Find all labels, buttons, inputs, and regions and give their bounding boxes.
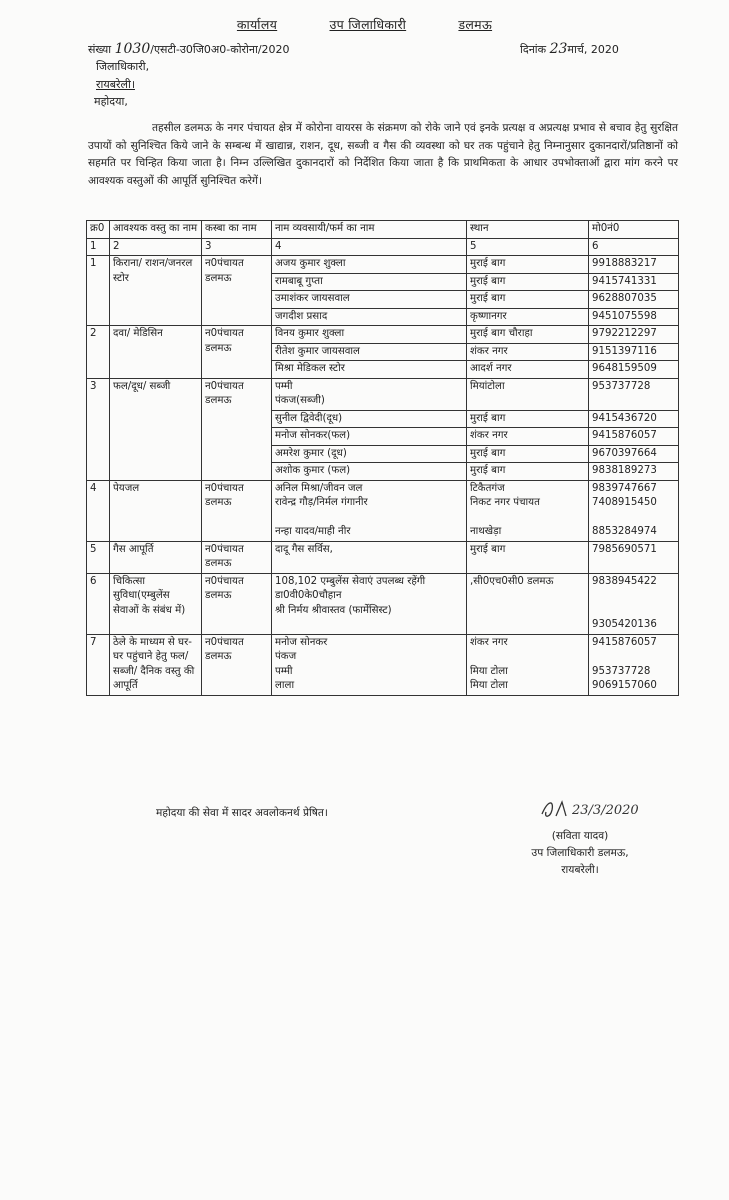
vendor-location: शंकर नगर मिया टोला मिया टोला	[467, 634, 589, 695]
serial-number: 7	[87, 634, 110, 695]
vendor-name: अनिल मिश्रा/जीवन जल रावेन्द्र गौड़/निर्मल गंगानीर नन्हा यादव/माही नीर	[272, 480, 467, 541]
vendor-mobile: 9415876057	[589, 428, 679, 446]
vendor-name: अशोक कुमार (फल)	[272, 463, 467, 481]
letterhead	[0, 16, 729, 33]
town-name: न0पंचायत डलमऊ	[202, 573, 272, 634]
office-title: उप जिलाधिकारी	[329, 17, 407, 32]
ref-suffix: /एसटी-उ0जि0अ0-कोरोना/2020	[150, 43, 290, 56]
vendor-location: मुराई बाग	[467, 541, 589, 573]
date-prefix: दिनांक	[520, 43, 547, 56]
signature-date: 23/3/2020	[572, 803, 639, 818]
vendor-location: मियांटोला	[467, 378, 589, 410]
office-place: डलमऊ	[458, 17, 493, 32]
vendor-location: ,सी0एच0सी0 डलमऊ	[467, 573, 589, 634]
office-label: कार्यालय	[236, 17, 278, 32]
column-number-row	[87, 238, 679, 256]
ref-prefix: संख्या	[88, 43, 112, 56]
vendor-location: मुराई बाग	[467, 273, 589, 291]
vendor-location: मुराई बाग	[467, 445, 589, 463]
vendor-name: मनोज सोनकर पंकज पम्मी लाला	[272, 634, 467, 695]
town-name: न0पंचायत डलमऊ	[202, 256, 272, 326]
vendor-location: मुराई बाग	[467, 256, 589, 274]
town-name: न0पंचायत डलमऊ	[202, 326, 272, 379]
vendor-mobile: 9648159509	[589, 361, 679, 379]
body-paragraph: तहसील डलमऊ के नगर पंचायत क्षेत्र में कोरोना वायरस के संक्रमण को रोके जाने एवं इनके प्रत्यक्ष व अप्रत्यक्ष प्रभाव से बचाव हेतु सुरक्षित उपायों को सुनिश्चित किये जाने के सम्बन्ध में खाद्यान्न, राशन, दूध, सब्जी व गैस की व्यवस्था को घर तक पहुंचाने हेतु निम्नानुसार दुकानदारों/प्रतिष्ठानों को सहमति पर चिन्हित किया जाता है। निम्न उल्लिखित दुकानदारों को निर्देशित किया जाता है कि प्राथमिकता के आधार उपभोक्ताओं द्वारा मांग करने पर आवश्यक वस्तुओं की आपूर्ति सुनिश्चित करेगें।	[88, 122, 678, 187]
vendor-mobile: 9628807035	[589, 291, 679, 309]
vendor-name: मिश्रा मेडिकल स्टोर	[272, 361, 467, 379]
vendor-mobile: 9839747667 7408915450 8853284974	[589, 480, 679, 541]
column-header: क्र0	[87, 221, 110, 239]
addressee-line2: रायबरेली।	[96, 78, 135, 91]
ref-number-handwritten: 1030	[114, 41, 151, 57]
vendor-location: आदर्श नगर	[467, 361, 589, 379]
closing-line: महोदया की सेवा में सादर अवलोकनर्थ प्रेषित।	[156, 807, 328, 819]
vendor-name: जगदीश प्रसाद	[272, 308, 467, 326]
vendor-location: मुराई बाग	[467, 463, 589, 481]
addressee-line1: जिलाधिकारी,	[96, 60, 150, 73]
vendor-name: सुनील द्विवेदी(दूध)	[272, 410, 467, 428]
serial-number: 6	[87, 573, 110, 634]
vendor-mobile: 9415876057 953737728 9069157060	[589, 634, 679, 695]
vendor-mobile: 9918883217	[589, 256, 679, 274]
signature-block	[505, 828, 655, 879]
vendor-location: मुराई बाग चौराहा	[467, 326, 589, 344]
date-suffix: मार्च, 2020	[567, 43, 619, 56]
vendor-name: रीतेश कुमार जायसवाल	[272, 343, 467, 361]
vendor-location: मुराई बाग	[467, 291, 589, 309]
vendor-location: शंकर नगर	[467, 428, 589, 446]
reference-number	[88, 41, 290, 57]
vendor-name: दादू गैस सर्विस,	[272, 541, 467, 573]
signatory-name: (सविता यादव)	[551, 830, 609, 842]
column-number: 4	[272, 238, 467, 256]
vendor-mobile: 9838945422 9305420136	[589, 573, 679, 634]
signatory-designation: उप जिलाधिकारी डलमऊ,	[531, 847, 629, 859]
vendor-mobile: 953737728	[589, 378, 679, 410]
vendor-mobile: 9451075598	[589, 308, 679, 326]
vendor-name: उमाशंकर जायसवाल	[272, 291, 467, 309]
vendor-mobile: 9415436720	[589, 410, 679, 428]
table-row	[87, 256, 679, 274]
serial-number: 4	[87, 480, 110, 541]
town-name: न0पंचायत डलमऊ	[202, 480, 272, 541]
handwritten-signature	[538, 796, 648, 822]
serial-number: 5	[87, 541, 110, 573]
item-name: किराना/ राशन/जनरल स्टोर	[110, 256, 202, 326]
item-name: दवा/ मेडिसिन	[110, 326, 202, 379]
table-header-row	[87, 221, 679, 239]
table-row	[87, 634, 679, 695]
column-header: नाम व्यवसायी/फर्म का नाम	[272, 221, 467, 239]
column-number: 1	[87, 238, 110, 256]
vendor-location: शंकर नगर	[467, 343, 589, 361]
column-number: 6	[589, 238, 679, 256]
table-row	[87, 480, 679, 541]
vendor-mobile: 7985690571	[589, 541, 679, 573]
vendor-location: मुराई बाग	[467, 410, 589, 428]
serial-number: 2	[87, 326, 110, 379]
letter-date	[520, 41, 619, 57]
vendor-name: अमरेश कुमार (दूध)	[272, 445, 467, 463]
vendor-name: मनोज सोनकर(फल)	[272, 428, 467, 446]
vendor-mobile: 9670397664	[589, 445, 679, 463]
vendor-mobile: 9838189273	[589, 463, 679, 481]
town-name: न0पंचायत डलमऊ	[202, 378, 272, 480]
item-name: गैस आपूर्ति	[110, 541, 202, 573]
vendor-mobile: 9415741331	[589, 273, 679, 291]
signatory-city: रायबरेली।	[561, 864, 599, 876]
vendor-mobile: 9792212297	[589, 326, 679, 344]
vendor-mobile: 9151397116	[589, 343, 679, 361]
column-header: मो0नं0	[589, 221, 679, 239]
vendor-name: विनय कुमार शुक्ला	[272, 326, 467, 344]
serial-number: 1	[87, 256, 110, 326]
item-name: पेयजल	[110, 480, 202, 541]
table-row	[87, 378, 679, 410]
item-name: चिकित्सा सुविधा(एम्बुलेंस सेवाओं के संबंध में)	[110, 573, 202, 634]
town-name: न0पंचायत डलमऊ	[202, 634, 272, 695]
column-number: 3	[202, 238, 272, 256]
column-number: 5	[467, 238, 589, 256]
vendor-name: पम्मी पंकज(सब्जी)	[272, 378, 467, 410]
salutation: महोदया,	[94, 95, 128, 108]
item-name: फल/दूध/ सब्जी	[110, 378, 202, 480]
date-handwritten: 23	[549, 41, 568, 57]
table-row	[87, 326, 679, 344]
vendor-location: कृष्णानगर	[467, 308, 589, 326]
column-number: 2	[110, 238, 202, 256]
table-row	[87, 573, 679, 634]
town-name: न0पंचायत डलमऊ	[202, 541, 272, 573]
column-header: स्थान	[467, 221, 589, 239]
vendor-name: अजय कुमार शुक्ला	[272, 256, 467, 274]
item-name: ठेले के माध्यम से घर-घर पहुंचाने हेतु फल/सब्जी/ दैनिक वस्तु की आपूर्ति	[110, 634, 202, 695]
vendor-table	[86, 220, 679, 696]
vendor-name: रामबाबू गुप्ता	[272, 273, 467, 291]
column-header: आवश्यक वस्तु का नाम	[110, 221, 202, 239]
serial-number: 3	[87, 378, 110, 480]
table-row	[87, 541, 679, 573]
vendor-location: टिकैतगंज निकट नगर पंचायत नाथखेड़ा	[467, 480, 589, 541]
column-header: कस्बा का नाम	[202, 221, 272, 239]
vendor-name: 108,102 एम्बुलेंस सेवाएं उपलब्ध रहेंगी डा0वी0के0चौहान श्री निर्मय श्रीवास्तव (फार्मेसिस्ट)	[272, 573, 467, 634]
